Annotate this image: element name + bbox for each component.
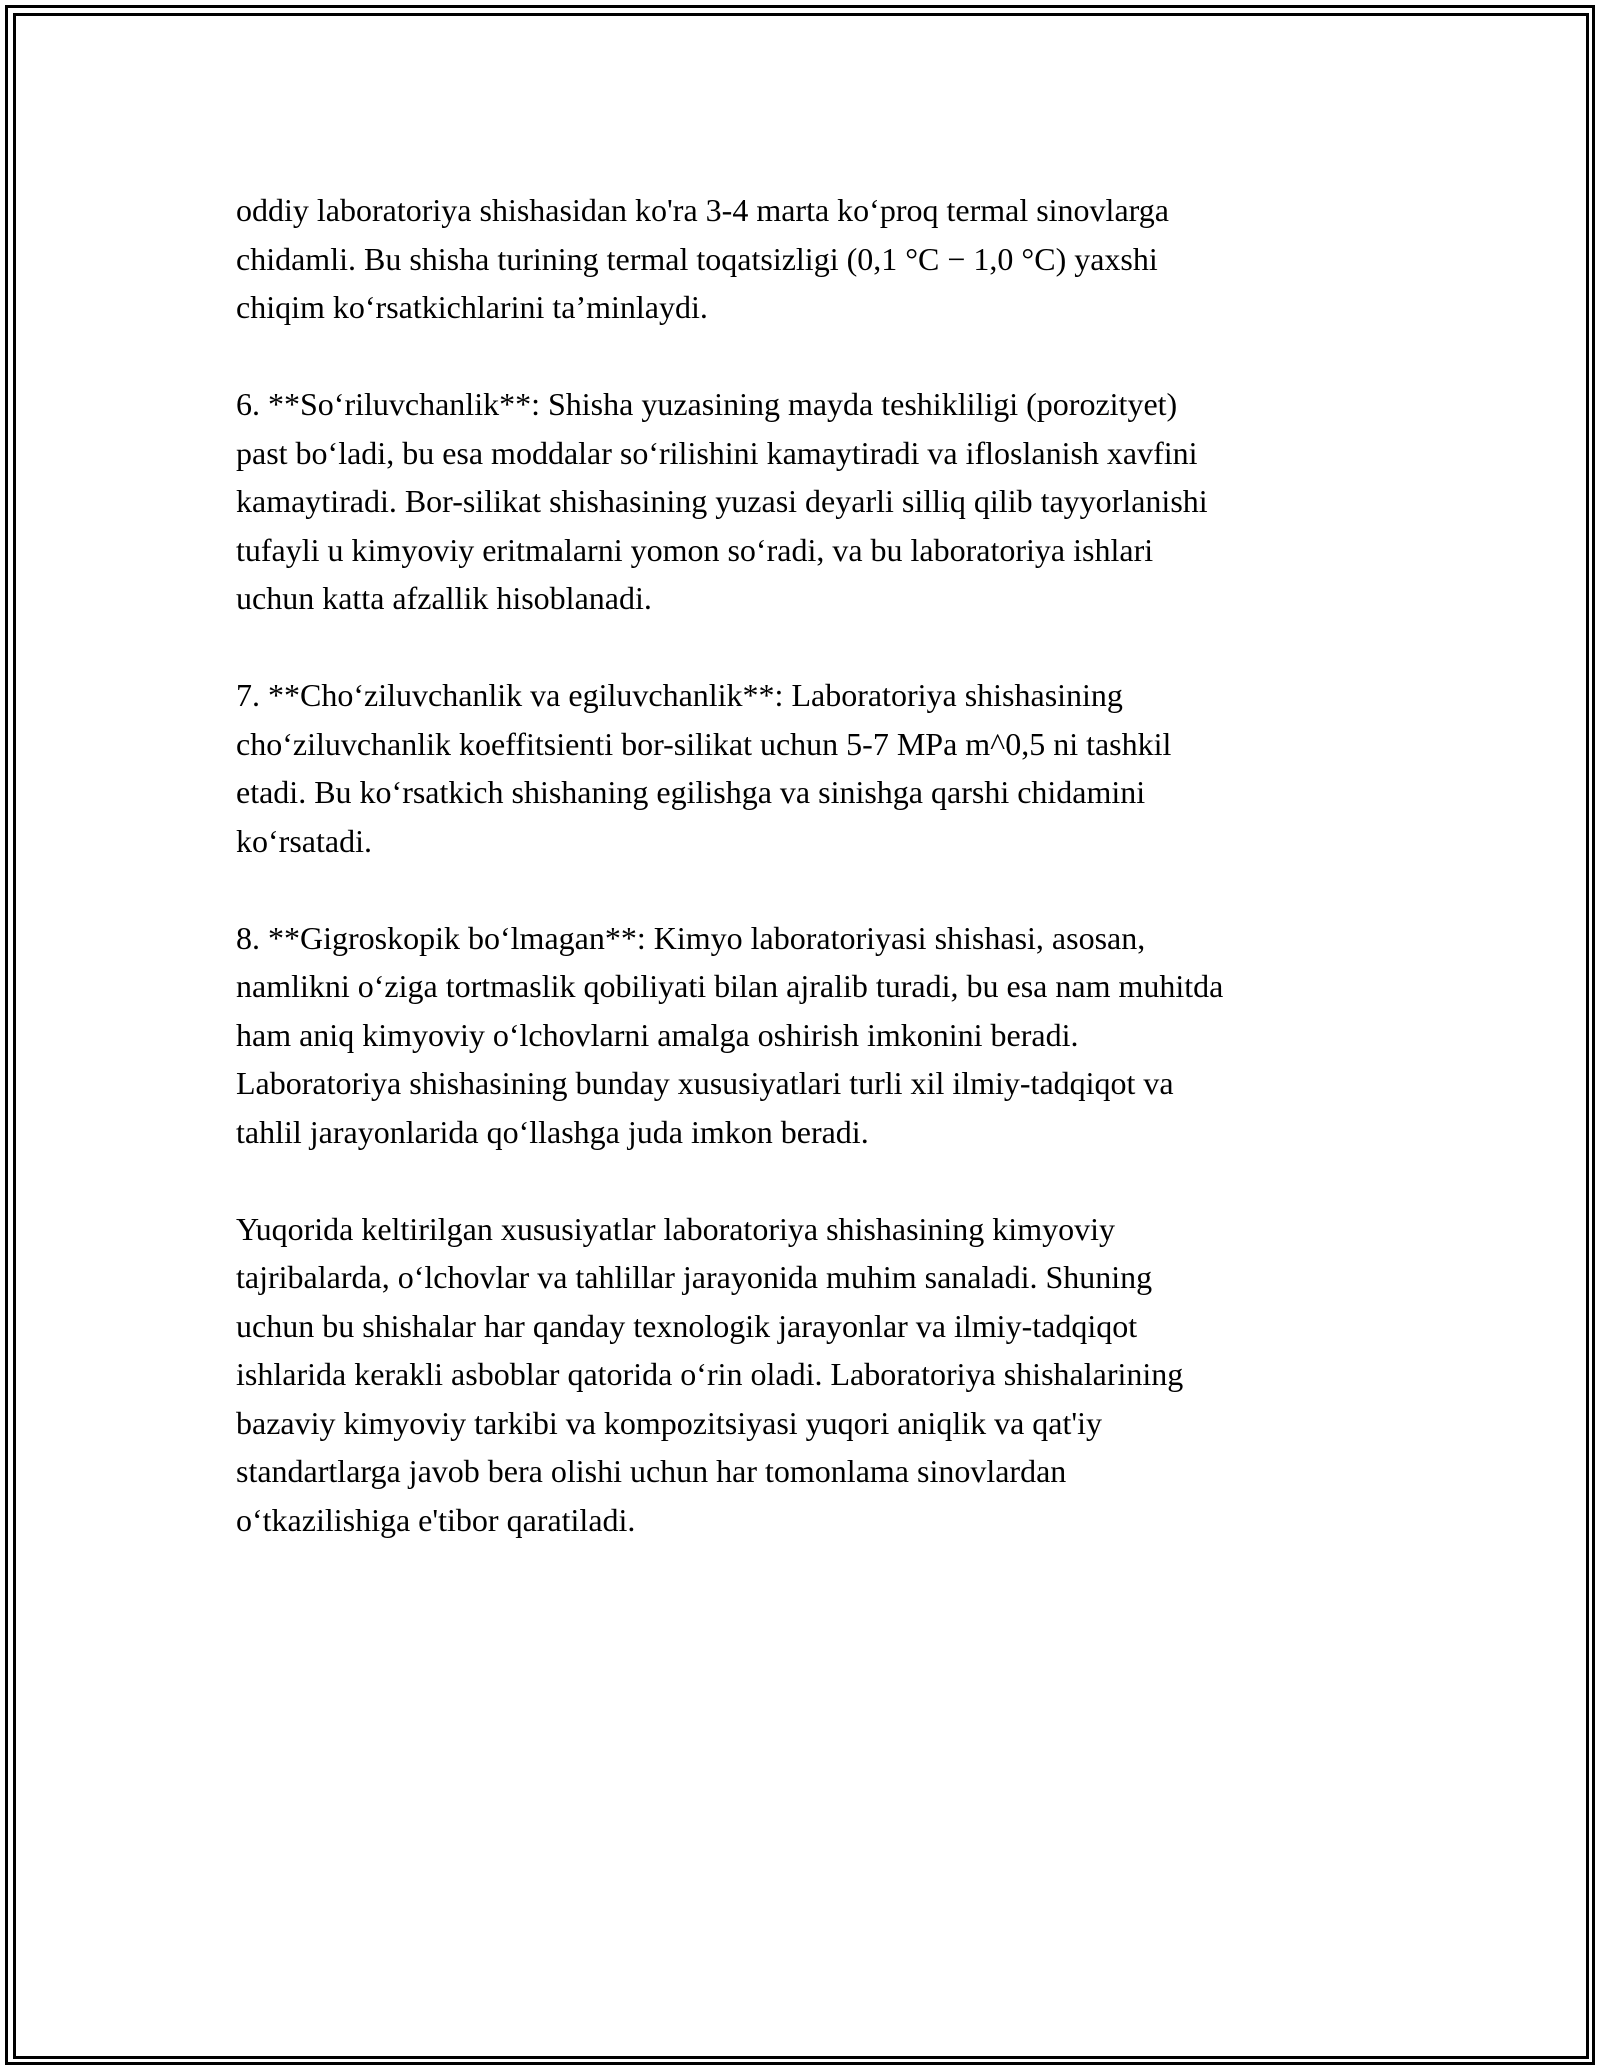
text-line: 8. **Gigroskopik bo‘lmagan**: Kimyo laboratoriyasi shishasi, asosan,: [236, 919, 1146, 956]
text-line: ko‘rsatadi.: [236, 822, 372, 859]
text-line: chiqim ko‘rsatkichlarini ta’minlaydi.: [236, 289, 708, 325]
text-line: standartlarga javob bera olishi uchun har tomonlama sinovlardan: [236, 1453, 1067, 1489]
text-line: ham aniq kimyoviy o‘lchovlarni amalga oshirish imkonini beradi.: [236, 1016, 1079, 1053]
text-line: namlikni o‘ziga tortmaslik qobiliyati bilan ajralib turadi, bu esa nam muhitda: [236, 968, 1224, 1004]
text-line: ishlarida kerakli asboblar qatorida o‘rin oladi. Laboratoriya shishalarining: [236, 1356, 1184, 1392]
text-line: uchun katta afzallik hisoblanadi.: [236, 580, 652, 616]
text-line: etadi. Bu ko‘rsatkich shishaning egilishga va sinishga qarshi chidamini: [236, 774, 1146, 810]
text-line: uchun bu shishalar har qanday texnologik jarayonlar va ilmiy-tadqiqot: [236, 1307, 1138, 1344]
text-line: tajribalarda, o‘lchovlar va tahlillar jarayonida muhim sanaladi. Shuning: [236, 1259, 1153, 1295]
text-line: 6. **So‘riluvchanlik**: Shisha yuzasining mayda teshikliligi (porozityet): [236, 386, 1178, 422]
paragraph-absorption: [236, 380, 1416, 623]
text-line: past bo‘ladi, bu esa moddalar so‘rilishini kamaytiradi va ifloslanish xavfini: [236, 434, 1198, 471]
paragraph-thermal-resistance: [236, 186, 1416, 332]
paragraph-non-hygroscopic: [236, 914, 1416, 1157]
text-line: tahlil jarayonlarida qo‘llashga juda imkon beradi.: [236, 1113, 869, 1150]
text-line: kamaytiradi. Bor-silikat shishasining yuzasi deyarli silliq qilib tayyorlanishi: [236, 483, 1208, 519]
paragraph-ductility: [236, 671, 1416, 865]
text-line: oddiy laboratoriya shishasidan ko'ra 3-4 marta ko‘proq termal sinovlarga: [236, 192, 1169, 228]
paragraph-conclusion: [236, 1205, 1416, 1545]
text-line: tufayli u kimyoviy eritmalarni yomon so‘radi, va bu laboratoriya ishlari: [236, 531, 1154, 568]
text-line: o‘tkazilishiga e'tibor qaratiladi.: [236, 1501, 636, 1538]
text-line: cho‘ziluvchanlik koeffitsienti bor-silikat uchun 5-7 MPa m^0,5 ni tashkil: [236, 725, 1172, 762]
text-line: Yuqorida keltirilgan xususiyatlar laboratoriya shishasining kimyoviy: [236, 1210, 1115, 1247]
document-body: [236, 186, 1416, 1593]
text-line: bazaviy kimyoviy tarkibi va kompozitsiyasi yuqori aniqlik va qat'iy: [236, 1404, 1103, 1441]
text-line: Laboratoriya shishasining bunday xususiyatlari turli xil ilmiy-tadqiqot va: [236, 1065, 1174, 1101]
text-line: chidamli. Bu shisha turining termal toqatsizligi (0,1 °C − 1,0 °C) yaxshi: [236, 240, 1158, 277]
text-line: 7. **Cho‘ziluvchanlik va egiluvchanlik**: Laboratoriya shishasining: [236, 677, 1123, 713]
